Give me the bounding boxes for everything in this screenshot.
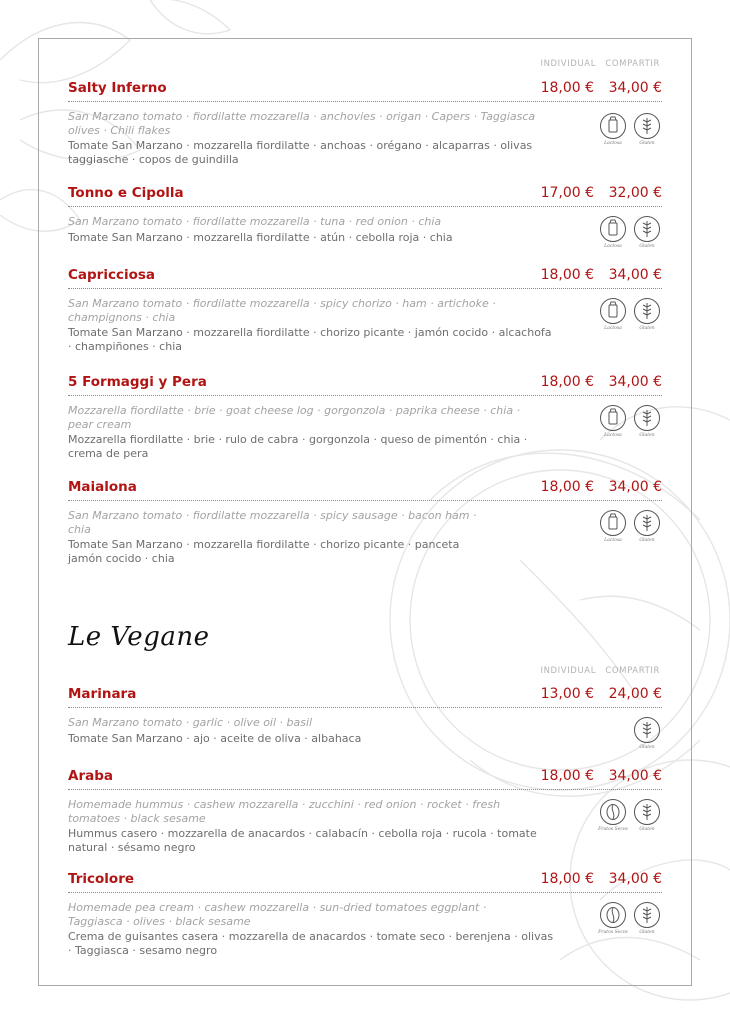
description-spanish: Tomate San Marzano · mozzarella fiordilatte · atún · cebolla roja · chia [68,230,453,244]
column-individual-label: INDIVIDUAL [540,59,597,69]
lactose-icon [598,404,628,438]
gluten-icon [632,509,662,543]
gluten-icon [632,404,662,438]
price-share: 34,00 € [608,374,662,390]
price-share: 24,00 € [608,686,662,702]
price-individual: 18,00 € [540,374,594,390]
menu-item-tonno-e-cipolla [68,185,662,249]
price-individual: 13,00 € [540,686,594,702]
dotted-divider [68,500,662,501]
dotted-divider [68,707,662,708]
allergen-icons [598,215,662,249]
column-compartir-label: COMPARTIR [605,666,660,676]
gluten-label: Gluten [639,930,655,935]
lactose-label: Lactosa [604,244,622,249]
gluten-icon [632,901,662,935]
price-share: 32,00 € [608,185,662,201]
price-share: 34,00 € [608,80,662,96]
dotted-divider [68,206,662,207]
price-share: 34,00 € [608,768,662,784]
description-italian: San Marzano tomato · garlic · olive oil · basil [68,716,313,729]
menu-item-salty-inferno [68,80,662,166]
description-italian: San Marzano tomato · fiordilatte mozzarella · spicy chorizo · ham · artichoke · champignons · chia [68,297,496,324]
dotted-divider [68,892,662,893]
price-individual: 18,00 € [540,80,594,96]
menu-item-marinara [68,686,662,750]
item-prices [534,768,662,784]
lactose-label: Lactosa [604,141,622,146]
description-italian: Homemade pea cream · cashew mozzarella · sun-dried tomatoes eggplant · Taggiasca · olives · black sesame [68,901,487,928]
gluten-label: Gluten [639,745,655,750]
description-spanish: Hummus casero · mozzarella de anacardos · calabacín · cebolla roja · rucola · tomate natural · sésamo negro [68,827,537,854]
description-italian: Homemade hummus · cashew mozzarella · zucchini · red onion · rocket · fresh tomatoes · black sesame [68,798,501,825]
menu-item-capricciosa [68,267,662,353]
gluten-icon [632,112,662,146]
allergen-icons [598,798,662,832]
description-spanish: Tomate San Marzano · mozzarella fiordilatte · chorizo picante · panceta jamón cocido · chia [68,538,460,565]
item-name: Salty Inferno [68,80,167,96]
lactose-icon [598,297,628,331]
column-compartir-label: COMPARTIR [605,59,660,69]
item-name: Araba [68,768,113,784]
gluten-label: Gluten [639,827,655,832]
gluten-icon [632,297,662,331]
item-prices [534,374,662,390]
lactose-icon [598,509,628,543]
allergen-icons [598,112,662,146]
menu-item-maialona [68,479,662,565]
item-prices [534,267,662,283]
price-share: 34,00 € [608,871,662,887]
gluten-label: Gluten [639,538,655,543]
allergen-icons [598,404,662,438]
lactose-icon [598,215,628,249]
item-name: Tricolore [68,871,135,887]
nuts-icon [598,798,628,832]
menu-item-araba [68,768,662,854]
description-spanish: Mozzarella fiordilatte · brie · rulo de cabra · gorgonzola · queso de pimentón · chia · crema de pera [68,433,528,460]
lactose-label: Lactosa [604,538,622,543]
price-individual: 18,00 € [540,871,594,887]
price-individual: 18,00 € [540,267,594,283]
allergen-icons [598,901,662,935]
lactose-label: Lactosa [604,326,622,331]
item-prices [534,80,662,96]
item-name: Marinara [68,686,137,702]
menu-item-tricolore [68,871,662,957]
price-column-headers [534,59,660,69]
gluten-label: Gluten [639,244,655,249]
price-column-headers-vegan [534,666,660,676]
gluten-label: Gluten [639,141,655,146]
gluten-label: Gluten [639,433,655,438]
item-name: Capricciosa [68,267,156,283]
allergen-icons [598,297,662,331]
allergen-icons [632,716,662,750]
item-prices [534,479,662,495]
item-prices [534,185,662,201]
item-name: Tonno e Cipolla [68,185,184,201]
menu-item-5-formaggi-y-pera [68,374,662,460]
gluten-icon [632,716,662,750]
description-spanish: Tomate San Marzano · mozzarella fiordilatte · chorizo picante · jamón cocido · alcachofa · champiñones · chia [68,326,552,353]
nuts-icon [598,901,628,935]
gluten-icon [632,215,662,249]
nuts-label: Frutos Secos [598,930,628,935]
item-name: Maialona [68,479,137,495]
dotted-divider [68,101,662,102]
price-individual: 18,00 € [540,479,594,495]
description-spanish: Tomate San Marzano · ajo · aceite de oliva · albahaca [68,731,362,745]
section-title-vegane: Le Vegane [68,622,210,652]
description-spanish: Crema de guisantes casera · mozzarella de anacardos · tomate seco · berenjena · olivas · Taggiasca · sesamo negro [68,930,554,957]
lactose-icon [598,112,628,146]
description-spanish: Tomate San Marzano · mozzarella fiordilatte · anchoas · orégano · alcaparras · olivas taggiasche · copos de guindilla [68,139,533,166]
price-share: 34,00 € [608,267,662,283]
item-prices [534,686,662,702]
dotted-divider [68,288,662,289]
gluten-label: Gluten [639,326,655,331]
dotted-divider [68,395,662,396]
price-individual: 17,00 € [540,185,594,201]
item-prices [534,871,662,887]
item-name: 5 Formaggi y Pera [68,374,207,390]
description-italian: San Marzano tomato · fiordilatte mozzarella · anchovies · origan · Capers · Taggiasca olives · Chili flakes [68,110,536,137]
gluten-icon [632,798,662,832]
description-italian: San Marzano tomato · fiordilatte mozzarella · spicy sausage · bacon ham · chia [68,509,477,536]
description-italian: San Marzano tomato · fiordilatte mozzarella · tuna · red onion · chia [68,215,442,228]
price-individual: 18,00 € [540,768,594,784]
lactose-label: Lactosa [604,433,622,438]
price-share: 34,00 € [608,479,662,495]
dotted-divider [68,789,662,790]
column-individual-label: INDIVIDUAL [540,666,597,676]
allergen-icons [598,509,662,543]
description-italian: Mozzarella fiordilatte · brie · goat cheese log · gorgonzola · paprika cheese · chia · pear cream [68,404,521,431]
nuts-label: Frutos Secos [598,827,628,832]
